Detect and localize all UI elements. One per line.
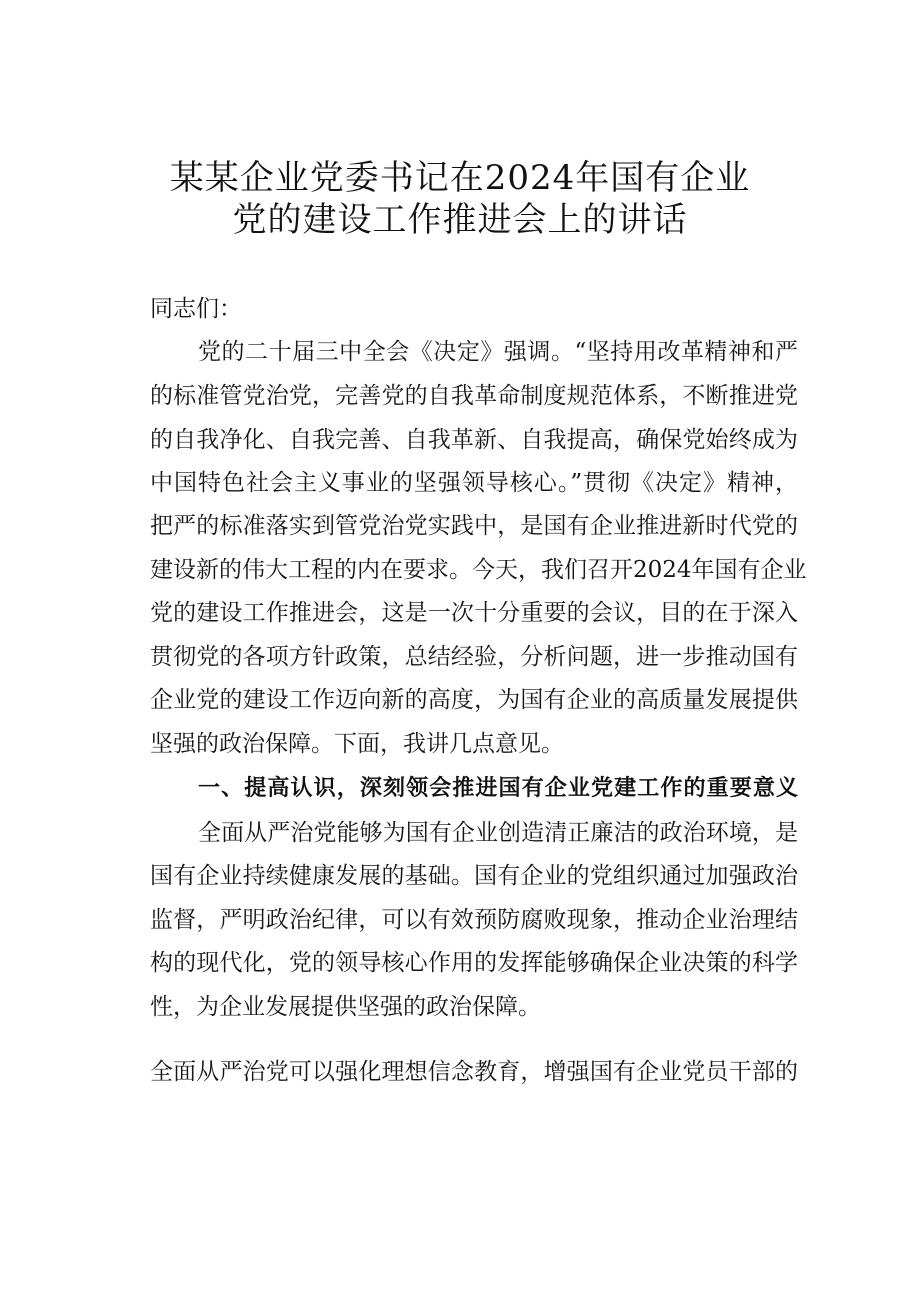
paragraph-1-line: 把严的标准落实到管党治党实践中，是国有企业推进新时代党的	[150, 513, 798, 539]
paragraph-1-line: 党的建设工作推进会，这是一次十分重要的会议，目的在于深入	[150, 600, 798, 626]
paragraph-1-line: 坚强的政治保障。下面，我讲几点意见。	[150, 731, 564, 757]
paragraph-3-line: 全面从严治党可以强化理想信念教育，增强国有企业党员干部的	[150, 1059, 798, 1085]
paragraph-1-line: 中国特色社会主义事业的坚强领导核心。”贯彻《决定》精神，	[150, 470, 798, 496]
paragraph-2-line: 构的现代化，党的领导核心作用的发挥能够确保企业决策的科学	[150, 950, 798, 976]
paragraph-1-line: 建设新的伟大工程的内在要求。今天，我们召开2024年国有企业	[150, 557, 807, 583]
document-title-line-2: 党的建设工作推进会上的讲话	[232, 200, 688, 240]
paragraph-2-line: 全面从严治党能够为国有企业创造清正廉洁的政治环境，是	[198, 820, 798, 846]
paragraph-1-line: 的自我净化、自我完善、自我革新、自我提高，确保党始终成为	[150, 427, 798, 453]
document-title-line-1: 某某企业党委书记在2024年国有企业	[169, 158, 751, 198]
paragraph-1-line: 贯彻党的各项方针政策，总结经验，分析问题，进一步推动国有	[150, 644, 798, 670]
paragraph-2-line: 国有企业持续健康发展的基础。国有企业的党组织通过加强政治	[150, 863, 798, 889]
section-heading-1: 一、提高认识，深刻领会推进国有企业党建工作的重要意义	[198, 776, 798, 801]
paragraph-1-line: 企业党的建设工作迈向新的高度，为国有企业的高质量发展提供	[150, 687, 798, 713]
paragraph-2-line: 性，为企业发展提供坚强的政治保障。	[150, 994, 541, 1020]
paragraph-2-line: 监督，严明政治纪律，可以有效预防腐败现象，推动企业治理结	[150, 907, 798, 933]
paragraph-1-line: 党的二十届三中全会《决定》强调。“坚持用改革精神和严	[198, 339, 798, 365]
paragraph-1-line: 的标准管党治党，完善党的自我革命制度规范体系，不断推进党	[150, 383, 798, 409]
salutation: 同志们：	[150, 296, 242, 322]
